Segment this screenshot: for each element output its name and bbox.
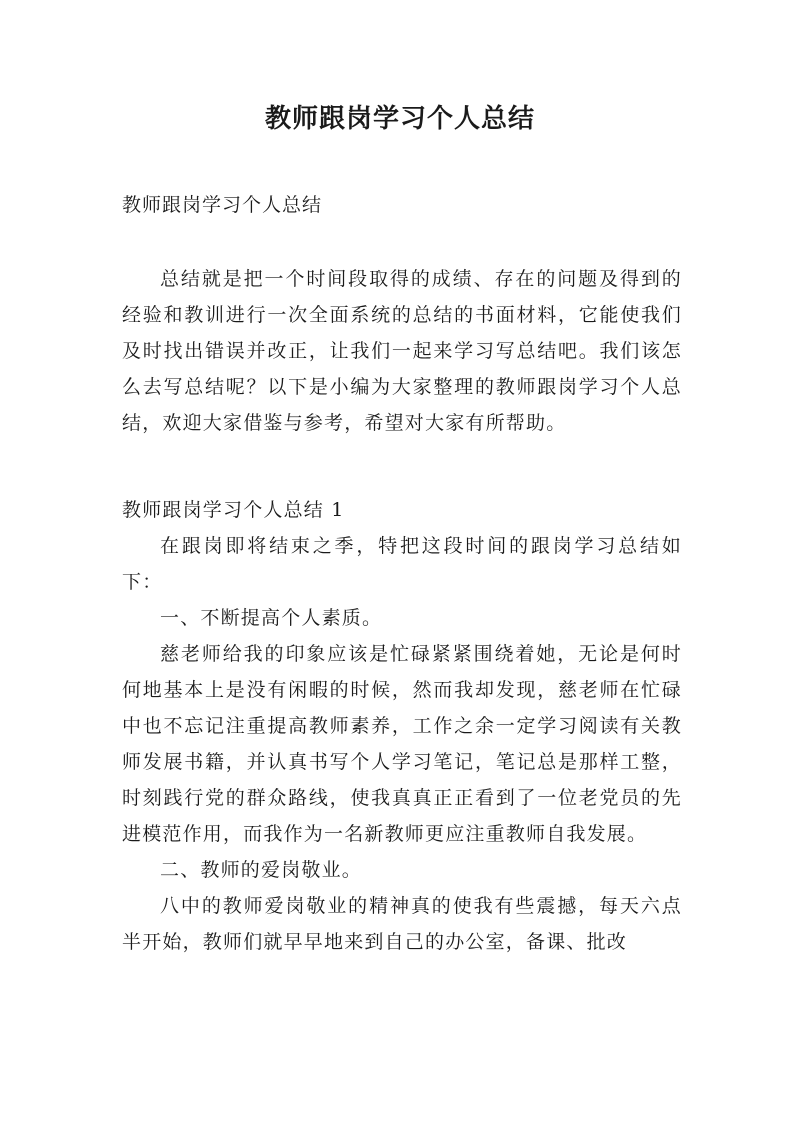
subheading-1: 一、不断提高个人素质。 bbox=[160, 607, 383, 629]
paragraph: 在跟岗即将结束之季，特把这段时间的跟岗学习总结如下： bbox=[122, 535, 682, 593]
intro-block bbox=[122, 261, 682, 441]
section-1-heading: 教师跟岗学习个人总结 1 bbox=[122, 499, 345, 521]
subheading-2: 二、教师的爱岗敬业。 bbox=[160, 859, 363, 881]
intro-paragraph: 总结就是把一个时间段取得的成绩、存在的问题及得到的经验和教训进行一次全面系统的总结的书面材料，它能使我们及时找出错误并改正，让我们一起来学习写总结吧。我们该怎么去写总结呢？以下是小编为大家整理的教师跟岗学习个人总结，欢迎大家借鉴与参考，希望对大家有所帮助。 bbox=[122, 268, 682, 434]
document-subtitle: 教师跟岗学习个人总结 bbox=[122, 194, 323, 216]
paragraph: 慈老师给我的印象应该是忙碌紧紧围绕着她，无论是何时何地基本上是没有闲暇的时候，然而我却发现，慈老师在忙碌中也不忘记注重提高教师素养，工作之余一定学习阅读有关教师发展书籍，并认真书写个人学习笔记，笔记总是那样工整，时刻践行党的群众路线，使我真真正正看到了一位老党员的先进模范作用，而我作为一名新教师更应注重教师自我发展。 bbox=[122, 643, 682, 845]
document-title: 教师跟岗学习个人总结 bbox=[264, 104, 535, 134]
section-1 bbox=[122, 492, 682, 960]
paragraph: 八中的教师爱岗敬业的精神真的使我有些震撼，每天六点半开始，教师们就早早地来到自己的办公室，备课、批改 bbox=[122, 895, 682, 953]
